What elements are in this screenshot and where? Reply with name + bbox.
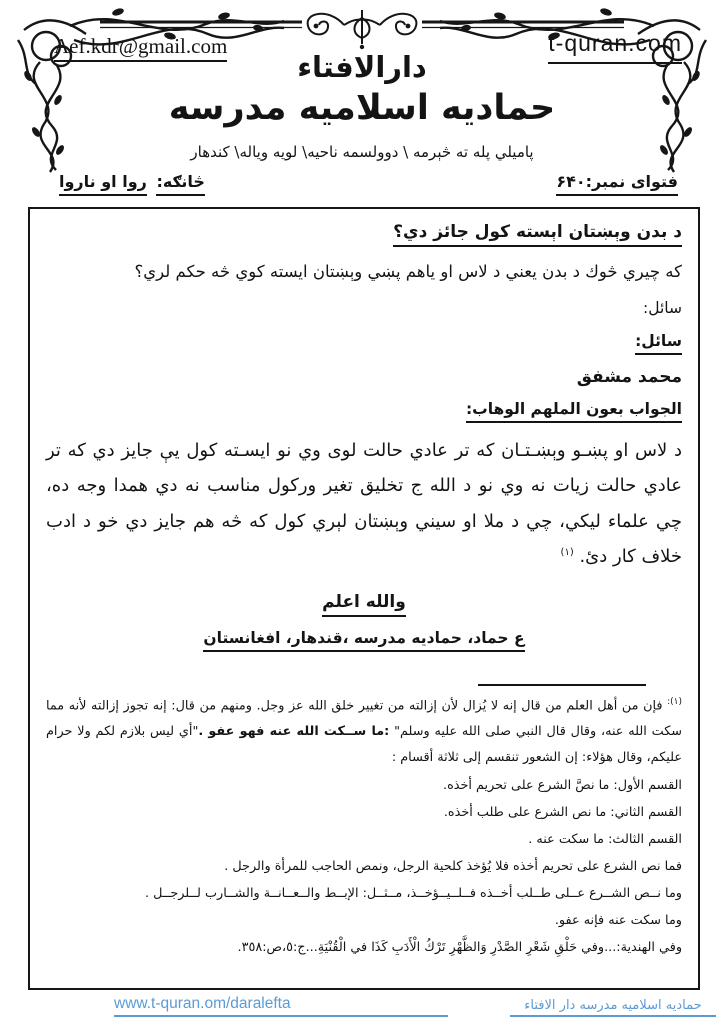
footnote-intro: $^{(١):}$ فإن من أهل العلم من قال إنه لا يُزال لأن إزالته من تغيير خلق الله عز وجل. ومنهم من قال: إنه تجوز إزالته لأنه مما سكت الله عنه، وقال قال النبي صلى الله عليه وسلم" :ما ســكت الله عنه فهو عفو ."أي ليس بلازم لكم ولا حرام عليكم، وقال هؤلاء: إن الشعور تنقسم إلى ثلاثة أقسام : xyxy=(46,696,682,766)
footnote-item: وفي الهندية:...وفي حَلْقِ شَعْرِ الصَّدْرِ وَالظَّهْرِ تَرْكُ الْأَدَبِ كَذَا في الْقُنْيَةِ...ج:٥،ص:٣٥٨. xyxy=(237,940,682,956)
category-value: روا او ناروا xyxy=(59,172,147,196)
category-label: څانګه: xyxy=(156,172,204,196)
asker-label-bold: سائل: xyxy=(635,332,682,355)
footnote-item: القسم الثالث: ما سكت عنه . xyxy=(528,831,682,847)
footer-org-link[interactable]: حماديه اسلاميه مدرسه دار الافتاء xyxy=(510,998,716,1017)
category xyxy=(55,172,205,191)
address-line: پاميلي پله ته څېرمه \ دوولسمه ناحيه\ لويه وياله\ كندهار xyxy=(190,143,534,161)
school-name: حماديه اسلاميه مدرسه xyxy=(168,88,556,128)
footnote-divider xyxy=(478,684,646,686)
website-link[interactable]: t-quran.com xyxy=(548,30,682,64)
email-link[interactable]: Aef.kdr@gmail.com xyxy=(54,34,227,62)
answer-heading: الجواب بعون الملهم الوهاب: xyxy=(466,400,682,423)
question-body: كه چيري څوك د بدن يعني د لاس او ياهم پښي وېښتان ايسته كوي څه حكم لري؟ xyxy=(134,262,682,281)
footnote-item: وما نــص الشــرع عــلى طــلب أخــذه فــلــيــؤخــذ، مــثــل: الإبــط والــعــانــة والشــارب لــلرجــل . xyxy=(145,886,682,902)
footnote-item: وما سكت عنه فإنه عفو. xyxy=(554,913,682,929)
content-box xyxy=(28,207,700,990)
footnote-marker: (١): xyxy=(667,696,682,707)
footnote-item: القسم الأول: ما نصَّ الشرع على تحريم أخذه. xyxy=(443,777,682,793)
footnote-ref: (١) xyxy=(560,546,574,558)
fatwa-number: فتواى نمبر:۶۴۰ xyxy=(556,172,678,191)
signature-line: ع حماد، حماديه مدرسه ،قندهار، افغانستان xyxy=(203,629,524,652)
asker-label: سائل: xyxy=(643,299,682,318)
answer-body: د لاس او پښـو وېښـتـان كه تر عادي حالت لوى وي نو ايسـته كول يې جايز دي كه تر عادي حالت زيات نه وي نو د الله ج تخليق تغير وركول مناسب نه دي همدا وجه ده، چي علماء ليكي، چي د ملا او سيني وېښتان لېري كول كه څه هم جايز دي خو د ادب خلاف كار دئ. $^{(١)}$ xyxy=(46,440,682,567)
org-title: دارالافتاء xyxy=(297,50,427,84)
closing-phrase: والله اعلم xyxy=(322,592,406,617)
question-title: د بدن وېښتان اېسته كول جائز دي؟ xyxy=(393,222,682,247)
footnote-item: القسم الثاني: ما نص الشرع على طلب أخذه. xyxy=(443,804,682,820)
hadith-quote: :ما ســكت الله عنه فهو عفو . xyxy=(198,724,390,740)
asker-name: محمد مشفق xyxy=(576,367,682,388)
meta-row xyxy=(0,172,724,204)
center-scroll-ornament xyxy=(308,10,417,44)
footnote-item: فما نص الشرع على تحريم أخذه فلا يُؤخذ كلحية الرجل، ونمص الحاجب للمرأة والرجل . xyxy=(224,859,682,875)
footer-url-link[interactable]: www.t-quran.om/daralefta xyxy=(114,995,448,1017)
